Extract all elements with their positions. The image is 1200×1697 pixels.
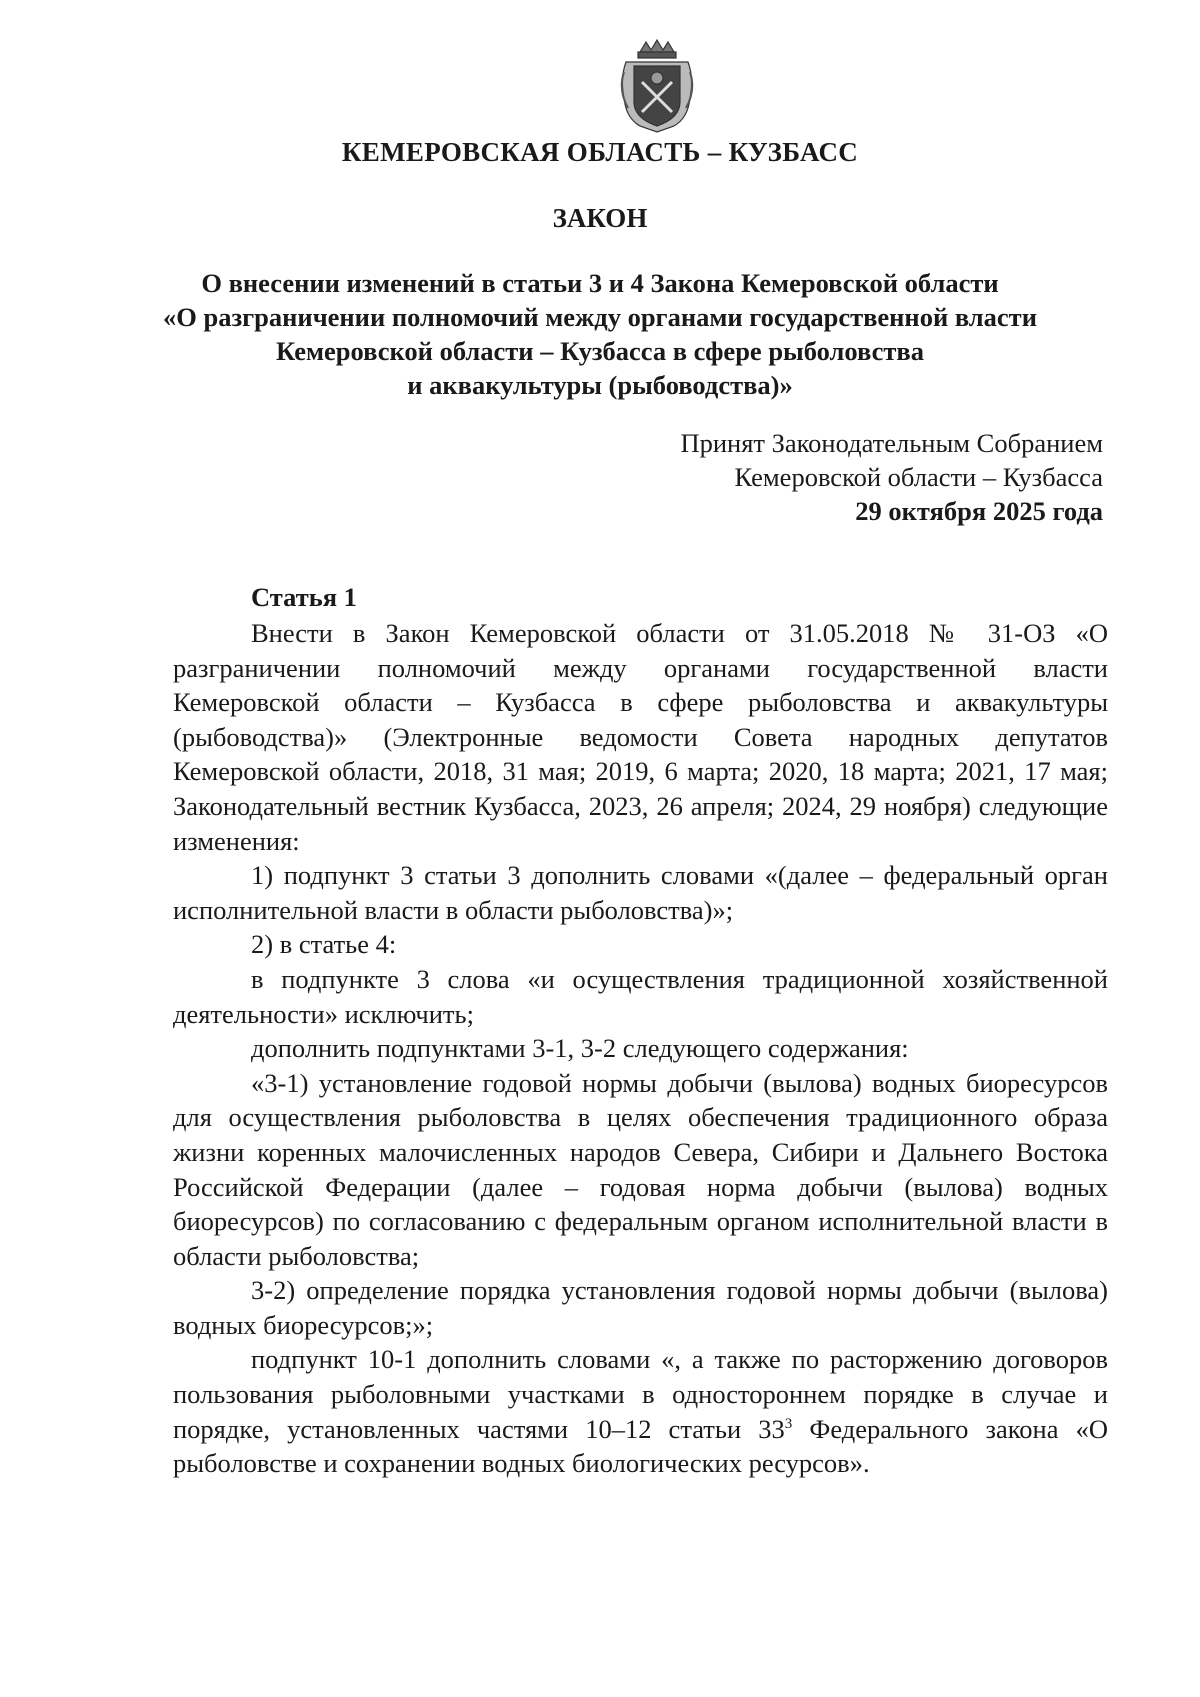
article-subitem: 3-2) определение порядка установления годовой нормы добычи (вылова) водных биоресурсов;»;: [173, 1275, 1108, 1340]
article-body: [173, 616, 1108, 1481]
region-title: КЕМЕРОВСКАЯ ОБЛАСТЬ – КУЗБАСС: [341, 137, 859, 167]
text-fragment: Федерального закона «О рыболовстве и сохранении водных биологических ресурсов».: [173, 1413, 1108, 1479]
article-subitem: дополнить подпунктами 3-1, 3-2 следующего содержания:: [251, 1033, 909, 1064]
article-item: 1) подпункт 3 статьи 3 дополнить словами «(далее – федеральный орган исполнительной власти в области рыболовства)»;: [173, 860, 1108, 925]
article-item: 2) в статье 4:: [251, 929, 397, 960]
adoption-block: [680, 426, 1103, 528]
superscript: 3: [784, 1415, 793, 1432]
law-title-line: Кемеровской области – Кузбасса в сфере рыболовства: [276, 336, 924, 366]
article-subitem: [173, 1342, 1108, 1480]
article-heading: Статья 1: [251, 582, 357, 612]
adoption-line: Принят Законодательным Собранием: [680, 428, 1103, 458]
law-title-line: «О разграничении полномочий между органами государственной власти: [163, 302, 1037, 332]
adoption-line: Кемеровской области – Кузбасса: [734, 462, 1103, 492]
law-title-line: и аквакультуры (рыбоводства)»: [407, 370, 793, 400]
text-fragment: подпункт 10-1 дополнить словами «, а также по расторжению договоров пользования рыболовными участками в одностороннем порядке в случае и порядке, установленных частями 10–12 статьи 33: [173, 1344, 1108, 1444]
article-subitem: в подпункте 3 слова «и осуществления традиционной хозяйственной деятельности» исключить;: [173, 963, 1108, 1029]
law-title: [120, 266, 1080, 402]
document-type: ЗАКОН: [552, 203, 648, 233]
adoption-date: 29 октября 2025 года: [855, 496, 1103, 526]
article-intro: Внести в Закон Кемеровской области от 31.05.2018 № 31-ОЗ «О разграничении полномочий между органами государственной власти Кемеровской области – Кузбасса в сфере рыболовства и аквакультуры (рыбоводства)» (Электронные ведомости Совета народных депутатов Кемеровской области, 2018, 31 мая; 2019, 6 марта; 2020, 18 марта; 2021, 17 мая; Законодательный вестник Кузбасса, 2023, 26 апреля; 2024, 29 ноября) следующие изменения:: [173, 618, 1108, 856]
law-title-line: О внесении изменений в статьи 3 и 4 Закона Кемеровской области: [201, 268, 999, 298]
article-subitem: «3-1) установление годовой нормы добычи (вылова) водных биоресурсов для осуществления рыболовства в целях обеспечения традиционного образа жизни коренных малочисленных народов Севера, Сибири и Дальнего Востока Российской Федерации (далее – годовая норма добычи (вылова) водных биоресурсов) по согласованию с федеральным органом исполнительной власти в области рыболовства;: [173, 1067, 1108, 1271]
coat-of-arms-emblem: [620, 38, 694, 134]
